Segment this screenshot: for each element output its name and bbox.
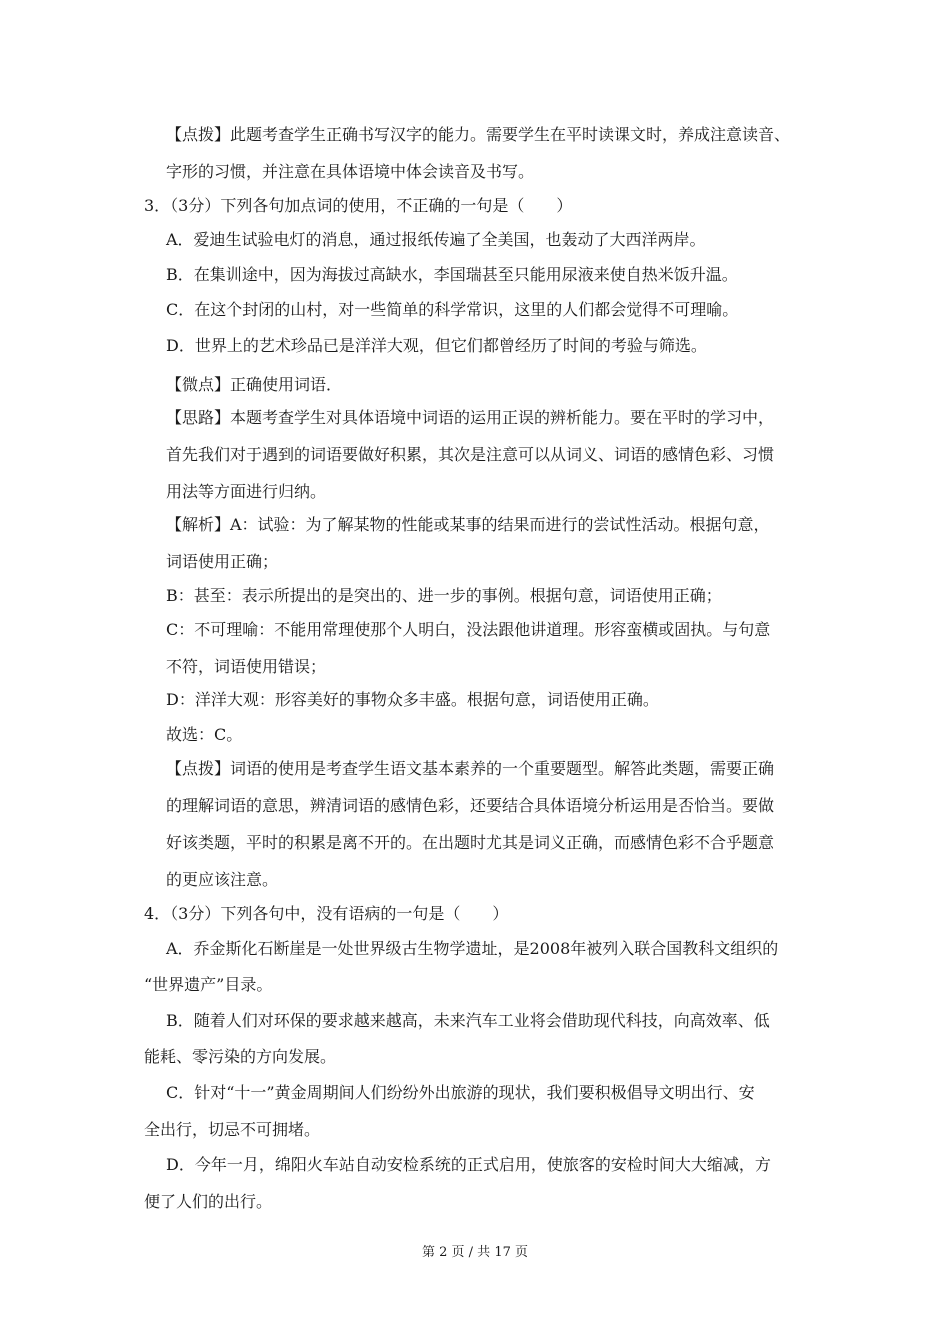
question-3-stem: 3．（3分）下列各句加点词的使用，不正确的一句是（ ） [144, 196, 573, 215]
note-line: 【点拨】此题考查学生正确书写汉字的能力。需要学生在平时读课文时，养成注意读音、 [166, 125, 791, 144]
jiexi-line: D：洋洋大观：形容美好的事物众多丰盛。根据句意，词语使用正确。 [166, 690, 659, 709]
silu-line: 首先我们对于遇到的词语要做好积累，其次是注意可以从词义、词语的感情色彩、习惯 [166, 445, 775, 464]
option-c-cont: 全出行，切忌不可拥堵。 [144, 1120, 321, 1139]
note-line: 字形的习惯，并注意在具体语境中体会读音及书写。 [166, 162, 535, 181]
option-a: A．爱迪生试验电灯的消息，通过报纸传遍了全美国，也轰动了大西洋两岸。 [166, 230, 706, 249]
dianbo-line: 的更应该注意。 [166, 870, 279, 889]
option-d: D．今年一月，绵阳火车站自动安检系统的正式启用，使旅客的安检时间大大缩减，方 [166, 1155, 771, 1174]
option-d: D．世界上的艺术珍品已是洋洋大观，但它们都曾经历了时间的考验与筛选。 [166, 336, 707, 355]
jiexi-line: 词语使用正确； [166, 552, 279, 571]
option-c: C．针对“十一”黄金周期间人们纷纷外出旅游的现状，我们要积极倡导文明出行、安 [166, 1083, 755, 1102]
dianbo-line: 好该类题，平时的积累是离不开的。在出题时尤其是词义正确，而感情色彩不合乎题意 [166, 833, 775, 852]
jiexi-line: B：甚至：表示所提出的是突出的、进一步的事例。根据句意，词语使用正确； [166, 586, 722, 605]
option-a: A．乔金斯化石断崖是一处世界级古生物学遗址，是2008年被列入联合国教科文组织的 [166, 939, 779, 958]
option-a-cont: “世界遗产”目录。 [144, 975, 273, 994]
dianbo-line: 【点拨】词语的使用是考查学生语文基本素养的一个重要题型。解答此类题，需要正确 [166, 759, 775, 778]
dianbo-line: 的理解词语的意思，辨清词语的感情色彩，还要结合具体语境分析运用是否恰当。要做 [166, 796, 775, 815]
answer-line: 故选：C。 [166, 725, 243, 744]
option-c: C．在这个封闭的山村，对一些简单的科学常识，这里的人们都会觉得不可理喻。 [166, 300, 739, 319]
jiexi-line: 【解析】A：试验：为了解某物的性能或某事的结果而进行的尝试性活动。根据句意， [166, 515, 770, 534]
silu-line: 用法等方面进行归纳。 [166, 482, 327, 501]
page-footer: 第 2 页 / 共 17 页 [422, 1245, 528, 1260]
option-b: B．随着人们对环保的要求越来越高，未来汽车工业将会借助现代科技，向高效率、低 [166, 1011, 770, 1030]
option-b: B．在集训途中，因为海拔过高缺水，李国瑞甚至只能用尿液来使自热米饭升温。 [166, 265, 738, 284]
question-4-stem: 4．（3分）下列各句中，没有语病的一句是（ ） [144, 904, 509, 923]
jiexi-line: C：不可理喻：不能用常理使那个人明白，没法跟他讲道理。形容蛮横或固执。与句意 [166, 620, 771, 639]
jiexi-line: 不符，词语使用错误； [166, 657, 327, 676]
weidian-line: 【微点】正确使用词语． [166, 375, 343, 394]
option-d-cont: 便了人们的出行。 [144, 1192, 273, 1211]
silu-line: 【思路】本题考查学生对具体语境中词语的运用正误的辨析能力。要在平时的学习中， [166, 408, 775, 427]
option-b-cont: 能耗、零污染的方向发展。 [144, 1047, 337, 1066]
